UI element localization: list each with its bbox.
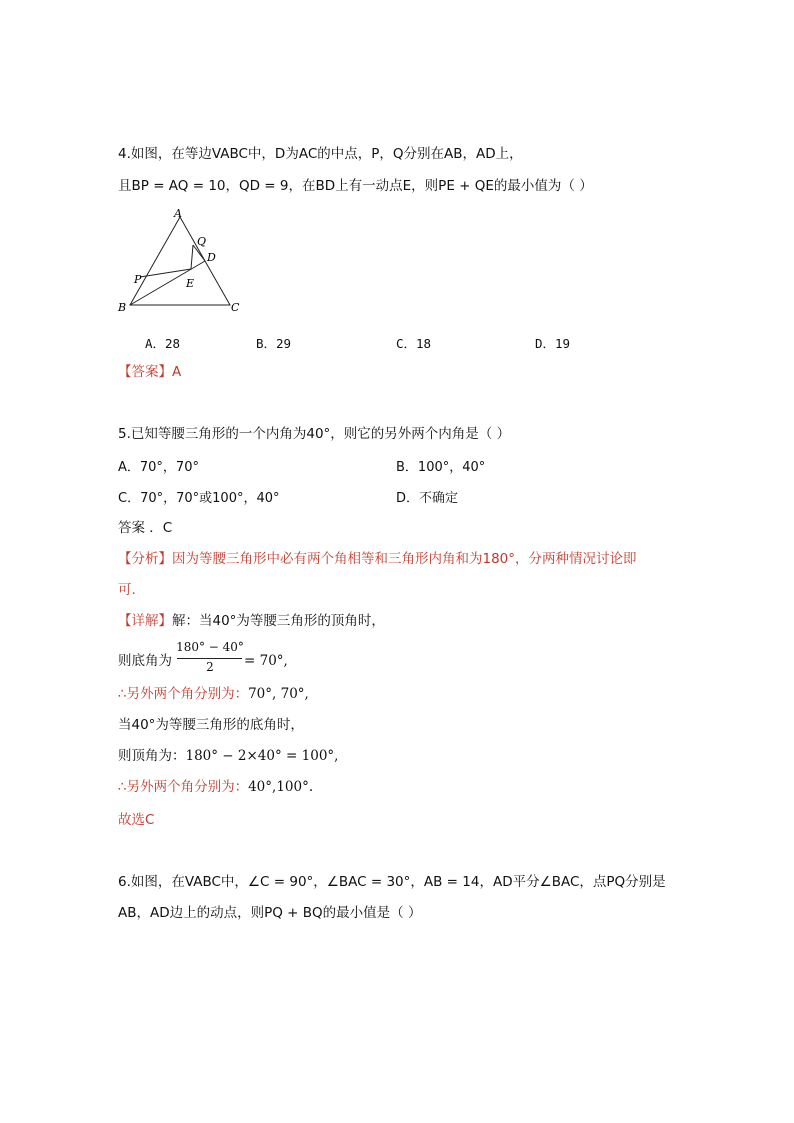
q5-detail-line3 [118, 684, 309, 704]
q5-detail-line1 [118, 611, 385, 631]
q5-conclusion: 故选C [118, 812, 155, 828]
q5-detail-line4: 当40°为等腰三角形的底角时， [118, 717, 304, 733]
fraction-numerator: 180° − 40° [176, 640, 244, 654]
q5-detail-line5 [118, 746, 338, 766]
label-c: C [231, 301, 240, 314]
q5-analysis-line2: 可. [118, 582, 136, 598]
detail-text: 解：当40°为等腰三角形的顶角时， [172, 613, 385, 629]
label-p: P [134, 273, 142, 286]
q6-stem-line1: 6.如图，在VABC中，∠C = 90°，∠BAC = 30°，AB = 14，AD平分∠BAC，点PQ分别是 [118, 874, 666, 890]
q4-option-a: A．28 [145, 336, 181, 351]
detail6-prefix: ∴另外两个角分别为： [118, 779, 249, 795]
answer-tag: 【答案】 [118, 364, 172, 380]
fraction-denominator: 2 [206, 660, 214, 674]
detail6-value: 40°,100°. [248, 779, 314, 795]
q5-option-b: B．100°，40° [396, 460, 486, 475]
answer-value: A [172, 364, 182, 380]
q4-option-c: C．18 [396, 336, 432, 351]
fraction-bar [177, 658, 242, 659]
q5-option-c: C．70°，70°或100°，40° [118, 491, 280, 506]
label-d: D [207, 251, 216, 264]
segment-qe [191, 245, 193, 269]
q5-detail-line2-suffix: = 70°, [244, 653, 288, 669]
q5-detail-line6 [118, 777, 313, 797]
detail3-value: 70°, 70°, [248, 686, 309, 702]
label-a: A [174, 207, 182, 220]
label-q: Q [197, 235, 207, 248]
detail5-prefix: 则顶角为： [118, 748, 186, 764]
q4-option-d: D．19 [535, 336, 571, 351]
q4-answer [118, 362, 181, 382]
q4-triangle-figure [110, 205, 260, 320]
q5-detail-line2-prefix: 则底角为 [118, 653, 172, 669]
detail5-value: 180° − 2×40° = 100°, [185, 748, 339, 764]
q5-option-a: A．70°，70° [118, 460, 199, 475]
label-b: B [118, 301, 127, 314]
q5-option-d: D．不确定 [396, 491, 459, 506]
analysis-text: 因为等腰三角形中必有两个角相等和三角形内角和为180°，分两种情况讨论即 [172, 551, 637, 567]
q4-stem-line1: 4.如图，在等边VABC中，D为AC的中点，P，Q分别在AB，AD上， [118, 146, 523, 162]
analysis-tag: 【分析】 [118, 551, 172, 567]
detail3-prefix: ∴另外两个角分别为： [118, 686, 249, 702]
label-e: E [186, 277, 195, 290]
q5-stem: 5.已知等腰三角形的一个内角为40°，则它的另外两个内角是（ ） [118, 426, 511, 442]
q4-stem-line2: 且BP = AQ = 10，QD = 9，在BD上有一动点E，则PE + QE的最小值为（ ） [118, 178, 593, 194]
q4-option-b: B．29 [256, 336, 292, 351]
q6-stem-line2: AB，AD边上的动点，则PQ + BQ的最小值是（ ） [118, 905, 422, 921]
detail-tag: 【详解】 [118, 613, 172, 629]
q5-analysis-line1 [118, 549, 637, 569]
q5-answer: 答案 ．C [118, 520, 173, 536]
